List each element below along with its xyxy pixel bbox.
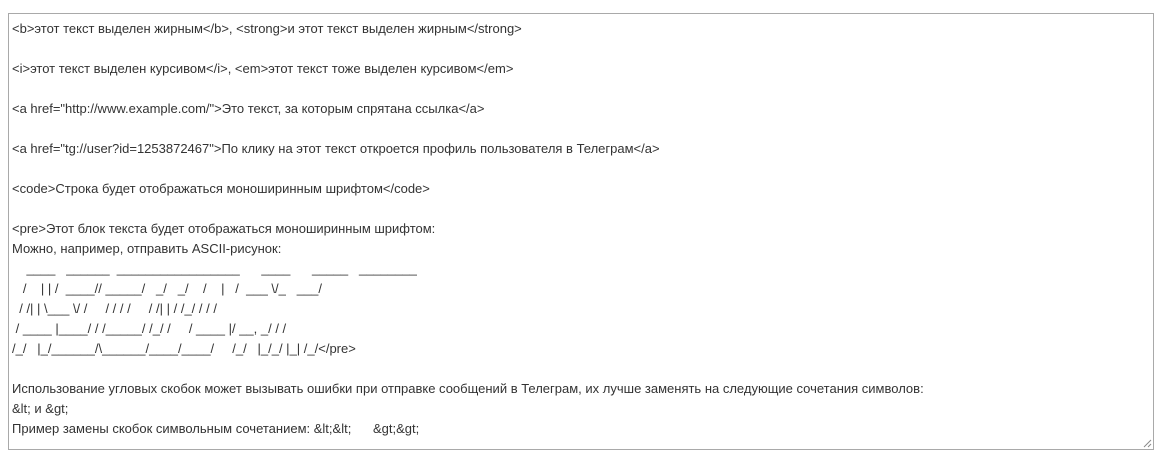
text-line: <b>этот текст выделен жирным</b>, <strong>и этот текст выделен жирным</strong> bbox=[12, 21, 522, 36]
text-line: <a href="http://www.example.com/">Это текст, за которым спрятана ссылка</a> bbox=[12, 101, 485, 116]
text-line: <pre>Этот блок текста будет отображаться моноширинным шрифтом: bbox=[12, 221, 436, 236]
text-line: &lt; и &gt; bbox=[12, 401, 69, 416]
text-line bbox=[12, 79, 1150, 99]
ascii-art-line: / ____ |____/ / /_____/ /_/ / / ____ |/ __, _/ / / bbox=[12, 321, 287, 336]
ascii-art-line: ____ ______ _________________ ____ _____ ________ bbox=[12, 261, 417, 276]
text-line bbox=[12, 359, 1150, 379]
text-line: Использование угловых скобок может вызывать ошибки при отправке сообщений в Телеграм, их лучше заменять на следующие сочетания символов: bbox=[12, 381, 924, 396]
text-line: <a href="tg://user?id=1253872467">По клику на этот текст откроется профиль пользователя в Телеграм</a> bbox=[12, 141, 660, 156]
ascii-art-line: / /| | \___ \/ / / / / / / /| | / /_/ / / / bbox=[12, 301, 217, 316]
text-line: <code>Строка будет отображаться моноширинным шрифтом</code> bbox=[12, 181, 430, 196]
text-line: Можно, например, отправить ASCII-рисунок: bbox=[12, 241, 282, 256]
text-line: Пример замены скобок символьным сочетанием: &lt;&lt; &gt;&gt; bbox=[12, 421, 420, 436]
text-line bbox=[12, 199, 1150, 219]
text-line bbox=[12, 39, 1150, 59]
resize-handle-icon[interactable] bbox=[1142, 438, 1152, 448]
ascii-art-line: /_/ |_/______/\______/____/____/ /_/ |_/_/ |_| /_/</pre> bbox=[12, 341, 356, 356]
text-line bbox=[12, 119, 1150, 139]
message-textarea[interactable] bbox=[8, 13, 1154, 450]
text-line: <i>этот текст выделен курсивом</i>, <em>этот текст тоже выделен курсивом</em> bbox=[12, 61, 514, 76]
text-line bbox=[12, 159, 1150, 179]
ascii-art-line: / | | / ____// _____/ _/ _/ / | / ___ \/_ ___/ bbox=[12, 281, 323, 296]
